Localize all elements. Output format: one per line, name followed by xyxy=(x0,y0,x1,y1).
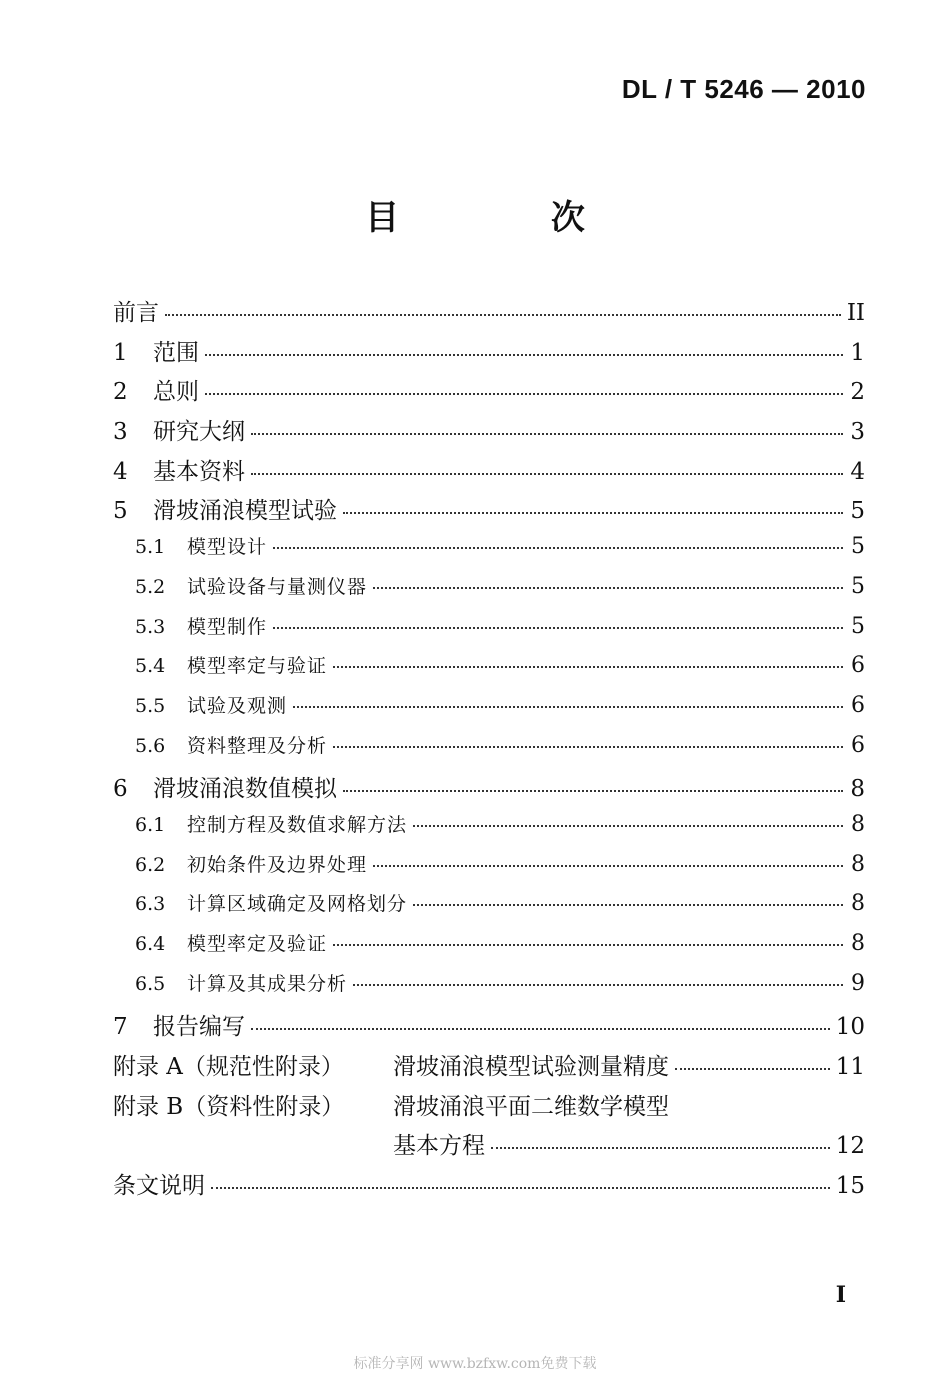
dot-leader xyxy=(333,746,843,748)
toc-entry-page: 9 xyxy=(851,970,865,996)
dot-leader xyxy=(273,547,843,549)
toc-entry-number: 5.5 xyxy=(135,694,166,717)
toc-entry-page: 15 xyxy=(835,1173,865,1200)
toc-entry-number: 6.5 xyxy=(135,972,166,995)
toc-entry-number: 5.2 xyxy=(135,575,166,598)
toc-entry-page: 6 xyxy=(851,732,865,758)
toc-entry-label: 计算区域确定及网格划分 xyxy=(187,893,408,916)
toc-entry-1[interactable] xyxy=(113,334,865,374)
toc-entry-page: 8 xyxy=(851,931,865,956)
toc-entry-6-1[interactable] xyxy=(113,810,865,850)
dot-leader xyxy=(273,627,843,629)
toc-entry-6-3[interactable] xyxy=(113,889,865,929)
dot-leader xyxy=(205,393,843,395)
toc-entry-page: 5 xyxy=(851,573,865,599)
toc-entry-5-5[interactable] xyxy=(113,691,865,731)
toc-entry-5-2[interactable] xyxy=(113,572,865,612)
appendix-prefix: 附录 A（规范性附录） xyxy=(113,1054,344,1081)
toc-entry-label: 滑坡涌浪平面二维数学模型 xyxy=(393,1093,669,1120)
page-number: I xyxy=(835,1282,846,1308)
dot-leader xyxy=(205,354,843,356)
toc-entry-number: 6 xyxy=(113,776,128,803)
toc-entry-label: 总则 xyxy=(153,379,199,406)
standard-code: DL / T 5246 — 2010 xyxy=(621,74,866,104)
toc-entry-5[interactable] xyxy=(113,492,865,532)
toc-entry-number: 2 xyxy=(113,379,128,406)
dot-leader xyxy=(373,865,843,867)
toc-entry-6-4[interactable] xyxy=(113,929,865,969)
dot-leader xyxy=(251,473,843,475)
toc-entry-6-2[interactable] xyxy=(113,850,865,890)
toc-entry-label: 基本资料 xyxy=(153,458,245,485)
toc-entry-explanation[interactable] xyxy=(113,1167,865,1207)
toc-entry-label: 初始条件及边界处理 xyxy=(187,853,368,876)
dot-leader xyxy=(251,433,843,435)
toc-entry-page: 8 xyxy=(851,811,865,837)
toc-entry-label: 滑坡涌浪模型试验 xyxy=(153,498,337,525)
toc-entry-label: 模型率定与验证 xyxy=(187,655,328,678)
toc-entry-page: 5 xyxy=(851,613,865,639)
toc-entry-4[interactable] xyxy=(113,453,865,493)
dot-leader xyxy=(251,1028,830,1030)
toc-title: 目 次 xyxy=(365,198,655,238)
dot-leader xyxy=(353,984,843,986)
dot-leader xyxy=(165,314,841,316)
toc-entry-label: 控制方程及数值求解方法 xyxy=(187,813,408,836)
dot-leader xyxy=(211,1187,830,1189)
toc-entry-label: 资料整理及分析 xyxy=(187,734,328,757)
toc-entry-number: 7 xyxy=(113,1014,128,1041)
toc-entry-label: 报告编写 xyxy=(153,1014,245,1041)
toc-entry-page: 1 xyxy=(850,339,865,366)
toc-entry-label: 模型设计 xyxy=(187,536,268,559)
toc-entry-page: 12 xyxy=(835,1133,865,1160)
toc-entry-number: 3 xyxy=(113,419,128,446)
toc-entry-5-3[interactable] xyxy=(113,612,865,652)
toc-entry-number: 5 xyxy=(113,498,128,525)
toc-entry-label: 前言 xyxy=(113,300,159,326)
dot-leader xyxy=(333,944,843,946)
dot-leader xyxy=(343,790,843,792)
appendix-prefix: 附录 B（资料性附录） xyxy=(113,1093,345,1120)
toc-entry-label: 计算及其成果分析 xyxy=(187,972,348,995)
dot-leader xyxy=(413,825,843,827)
toc-entry-label: 试验及观测 xyxy=(187,694,288,717)
toc-entry-number: 1 xyxy=(113,339,128,366)
toc-entry-foreword[interactable] xyxy=(113,294,865,334)
dot-leader xyxy=(343,512,843,514)
toc-entry-label: 条文说明 xyxy=(113,1173,205,1200)
toc-entry-page: 2 xyxy=(850,379,865,406)
toc-entry-label: 模型制作 xyxy=(187,615,268,638)
toc-entry-page: 11 xyxy=(835,1054,865,1081)
toc-entry-number: 6.1 xyxy=(135,813,166,836)
toc-entry-number: 4 xyxy=(113,458,128,485)
toc-entry-page: 3 xyxy=(850,419,865,446)
toc-entry-label: 滑坡涌浪模型试验测量精度 xyxy=(393,1054,669,1081)
toc-entry-number: 5.6 xyxy=(135,734,166,757)
dot-leader xyxy=(675,1068,830,1070)
toc-entry-appendix-b-cont[interactable] xyxy=(113,1127,865,1167)
toc-entry-label: 试验设备与量测仪器 xyxy=(187,575,368,598)
toc-entry-number: 6.3 xyxy=(135,893,166,916)
toc-entry-label: 基本方程 xyxy=(393,1133,485,1160)
toc-entry-label: 范围 xyxy=(153,339,199,366)
toc-entry-label: 模型率定及验证 xyxy=(187,933,328,955)
toc-entry-6-5[interactable] xyxy=(113,969,865,1009)
table-of-contents xyxy=(113,294,865,1207)
toc-entry-page: 10 xyxy=(835,1014,865,1041)
toc-entry-page: 8 xyxy=(850,776,865,803)
toc-entry-5-1[interactable] xyxy=(113,532,865,572)
toc-entry-page: 8 xyxy=(851,851,865,877)
toc-entry-number: 5.1 xyxy=(135,536,166,559)
toc-entry-number: 5.3 xyxy=(135,615,166,638)
toc-entry-page: 6 xyxy=(851,653,865,679)
toc-entry-page: 4 xyxy=(850,458,865,485)
dot-leader xyxy=(373,587,843,589)
toc-entry-7[interactable] xyxy=(113,1008,865,1048)
toc-entry-number: 6.4 xyxy=(135,933,166,955)
toc-entry-page: 6 xyxy=(851,692,865,718)
toc-entry-page: 8 xyxy=(851,891,865,917)
toc-entry-3[interactable] xyxy=(113,413,865,453)
toc-entry-5-4[interactable] xyxy=(113,651,865,691)
toc-entry-page: 5 xyxy=(851,534,865,560)
dot-leader xyxy=(333,666,843,668)
toc-entry-6[interactable] xyxy=(113,770,865,810)
toc-entry-label: 滑坡涌浪数值模拟 xyxy=(153,776,337,803)
toc-entry-appendix-a[interactable] xyxy=(113,1048,865,1088)
toc-entry-page: 5 xyxy=(850,498,865,525)
toc-entry-2[interactable] xyxy=(113,373,865,413)
toc-entry-label: 研究大纲 xyxy=(153,419,245,446)
watermark-text: 标准分享网 www.bzfxw.com免费下载 xyxy=(353,1356,597,1372)
toc-entry-5-6[interactable] xyxy=(113,731,865,771)
toc-entry-number: 6.2 xyxy=(135,853,166,876)
toc-entry-number: 5.4 xyxy=(135,655,166,678)
dot-leader xyxy=(413,904,843,906)
toc-entry-page: II xyxy=(846,300,865,326)
dot-leader xyxy=(491,1147,830,1149)
dot-leader xyxy=(293,706,843,708)
toc-entry-appendix-b[interactable] xyxy=(113,1088,865,1128)
